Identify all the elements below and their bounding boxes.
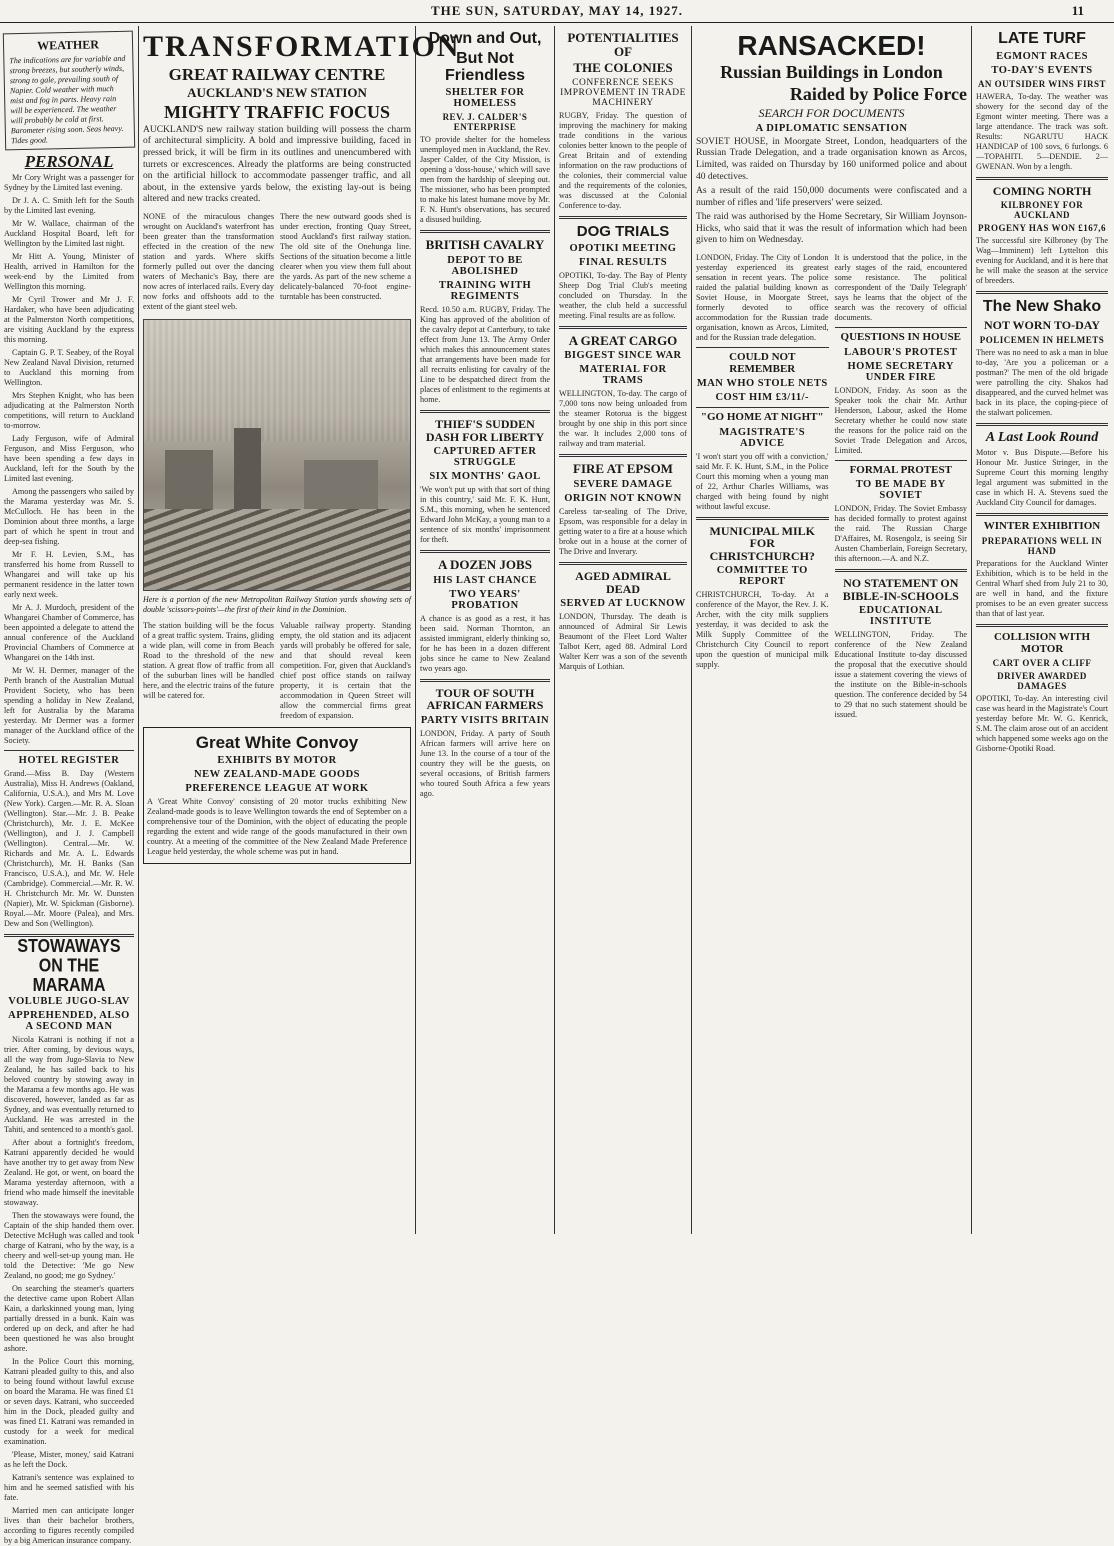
cavalry-sub1: DEPOT TO BE ABOLISHED [447,255,523,278]
column-2 [139,28,461,1233]
turf-sub2: TO-DAY'S EVENTS [991,64,1093,76]
stowaways-para: Then the stowaways were found, the Captain of the ship handed them over. Detective McHugh was called and took charge of Katrani, who by the way, is a cheery and well-set-up young man. He told the Detective: 'Me go New Zealand, no good; me go Sydney.' [4,1210,134,1280]
ransacked-headline: RANSACKED! [737,30,926,61]
stowaways-para: 'Please, Mister, money,' said Katrani as he left the Dock. [4,1449,134,1469]
turf-text: HAWERA, To-day. The weather was showery for the second day of the Egmont winter meeting. There was a large attendance. The track was soft. Results: NGARUTU HACK HANDICAP of 100 sovs, 6 furlongs. 6—TOPAHITI. 5—DENDIE. 2—GWENAN. Won by a length. [976,91,1108,171]
cargo-text: WELLINGTON, To-day. The cargo of 7,000 tons now being unloaded from the steamer Rotorua is the biggest brought by one ship in this port since the war. It includes 2,000 tons of railway and tram material. [559,389,687,449]
fire-heading: FIRE AT EPSOM [573,461,673,477]
turf-heading: LATE TURF [998,30,1086,47]
divider [4,750,134,751]
milk-heading: MUNICIPAL MILK FOR CHRISTCHURCH? [709,523,815,563]
transformation-body-columns [143,209,411,315]
divider [976,624,1108,627]
convoy-sub1: EXHIBITS BY MOTOR [217,754,337,766]
divider [559,454,687,457]
photo-sky [144,320,410,442]
stowaways-text [4,1035,134,1546]
north-heading: COMING NORTH [992,183,1092,198]
shelter-headline-2: But Not Friendless [444,49,526,84]
stowaways-para: Married men can anticipate longer lives than their bachelor brothers, according to figures recently compiled by a big American insurance company. [4,1505,134,1545]
admiral-sub: SERVED AT LUCKNOW [560,598,686,610]
stowaways-sub2: APPREHENDED, ALSO A SECOND MAN [8,1009,130,1032]
stowaways-para: Nicola Katrani is nothing if not a trier. After coming, by devious ways, all the way from Jugo-Slavia to New Zealand, he has sailed back to his beloved country by stowing away in the Marama a few months ago. He was discovered, however, landed as far as Sydney, and was eventually returned to Auckland. He was arrested in the Tahiti, and sentenced to a month's gaol. [4,1034,134,1134]
personal-item: Mrs Stephen Knight, who has been adjudicating at the Palmerston North competitions, will return to Auckland to-morrow. [4,391,134,431]
shelter-sub2: REV. J. CALDER'S ENTERPRISE [442,112,528,133]
formal-heading: FORMAL PROTEST [849,463,952,476]
milk-text: CHRISTCHURCH, To-day. At a conference of the Mayor, the Rev. J. K. Archer, with the city milk suppliers yesterday, it was decided to ask the Milk Supply Committee of the Christchurch City Council to report upon the question of municipal milk supply. [696,590,829,670]
collision-text: OPOTIKI, To-day. An interesting civil case was heard in the Magistrate's Court yesterday before Mr. W. G. Kenrick, S.M. The claim arose out of an accident which happened some weeks ago on the Gisborne-Opotiki Road. [976,694,1108,754]
divider [559,562,687,565]
bible-text: WELLINGTON, Friday. The conference of the New Zealand Educational Institute to-day discussed the proposal that the executive should issue a statement covering the views of the institute on the Bible-in-schools question. The conference decided by 54 to 29 that no such statement should be issued. [834,630,967,720]
personal-item: Mr W. Wallace, chairman of the Auckland Hospital Board, left for Wellington by the Limited last night. [4,219,134,249]
cargo-sub2: MATERIAL FOR TRAMS [579,364,667,387]
transformation-body-c: The station building will be the focus of a great traffic system. Trains, gliding a wide plan, will come in from Beach Road to the threshold of the new station. A great flow of traffic from all of the suburban lines will be handled here, and the electric trains of the future will be catered for. [143,621,274,701]
photo-caption: Here is a portion of the new Metropolitan Railway Station yards showing sets of double 'scissors-points'—the first of their kind in the Dominion. [143,594,411,614]
divider [976,513,1108,516]
formal-text: LONDON, Friday. The Soviet Embassy has decided formally to protest against the raid. The Russian Charge D'Affaires, M. Rosengolz, is seeing Sir Austen Chamberlain, Foreign Secretary, this afternoon.—A. and N.Z. [834,504,967,564]
winter-heading: WINTER EXHIBITION [983,520,1101,533]
admiral-text: LONDON, Thursday. The death is announced of Admiral Sir Lewis Beaumont of the Fleet Lord Walter Talbot Kerr, aged 88. Admiral Lord Walter Kerr was a son of the seventh Marquis of Lothian. [559,612,687,672]
winter-text: Preparations for the Auckland Winter Exhibition, which is to be held in the Central Wharf shed from July 21 to 30, are well in hand, and the fixture promises to be an even greater success than that of last year. [976,559,1108,619]
column-6 [972,28,1112,1233]
personal-item: Mr Cory Wright was a passenger for Sydney by the Limited last evening. [4,173,134,193]
divider [696,407,829,408]
colonies-sub: CONFERENCE SEEKS IMPROVEMENT IN TRADE MACHINERY [560,77,686,108]
ransacked-lead-2: As a result of the raid 150,000 documents were confiscated and a number of rifles and 'life preservers' were seized. [696,186,967,208]
lastlook-heading: A Last Look Round [985,429,1099,445]
bible-heading: NO STATEMENT ON BIBLE-IN-SCHOOLS [842,576,959,603]
transformation-sub2: AUCKLAND'S NEW STATION [187,85,367,101]
colonies-headline-1: POTENTIALITIES OF [567,30,679,59]
colonies-text: RUGBY, Friday. The question of improving the machinery for making trade conditions in the various colonies better known to the people of Great Britain and of extending information on the raw productions of the colonies, their commercial value and the requirements of the colonies, was discussed at the Colonial Conference to-day. [559,110,687,210]
hotel-text: Grand.—Miss B. Day (Western Australia), Miss H. Andrews (Oakland, California, U.S.A.), and Mrs M. Love (New York). Cargen.—Mr. R. A. Sloan (Wellington). Star.—Mr. J. B. Peake (Christchurch), Mr. J. E. McKee (Wellington), and J. J. Campbell (Wellington). Central.—Mr. W. Richards and Mr. A. L. Edwards (Christchurch), Mr. H. Banks (San Francisco, U.S.A.), and Mr. W. Hele (Cambridge). Commercial.—Mr. R. W. H. Christchurch Mr. Mr. W. Dunsten (Napier), Mr. W. Spickman (Gisborne). Royal.—Mr. Moore (Palea), and Mrs. Dew and Son (Wellington). [4,769,134,929]
dog-trials-sub1: OPOTIKI MEETING [569,242,677,254]
collision-sub1: CART OVER A CLIFF [992,658,1092,669]
divider [976,291,1108,294]
divider [559,326,687,329]
personal-item: Mr W. H. Dermer, manager of the Perth branch of the Australian Mutual Provident Society, who has been spending a holiday in New Zealand, left for Australia by the Marama yesterday. Mr Dermer was a former manager of the Auckland office of the Society. [4,666,134,746]
shelter-sub1: SHELTER FOR HOMELESS [445,87,525,110]
divider [976,177,1108,180]
north-sub: KILBRONEY FOR AUCKLAND [1000,200,1084,221]
stowaways-para: Katrani's sentence was explained to him and he seemed satisfied with his fate. [4,1472,134,1502]
remember-sub1: MAN WHO STOLE NETS [696,378,828,390]
photo-building [165,450,213,509]
bible-sub: EDUCATIONAL INSTITUTE [859,605,943,628]
tour-sub: PARTY VISITS BRITAIN [420,715,550,727]
gohome-text: 'I won't start you off with a conviction,' said Mr. F. K. Hunt, S.M., in the Police Court this morning when a young man of 22, Arthur Charles Williams, was charged with being found by night without lawful excuse. [696,451,829,511]
admiral-heading: AGED ADMIRAL DEAD [575,568,671,596]
thief-sub1: CAPTURED AFTER STRUGGLE [433,446,537,469]
cavalry-text: Recd. 10.50 a.m. RUGBY, Friday. The King has approved of the abolition of the cavalry depot at Canterbury, to take effect from June 13. The Army Order which makes this announcement states that arrangements have been made for all recruits enlisting for cavalry of the Line to be despatched direct from the places of enlistment to the regiments at home. [420,305,550,405]
dog-trials-sub2: FINAL RESULTS [578,256,668,268]
ransacked-sub3: SEARCH FOR DOCUMENTS [758,106,905,121]
weather-box [3,31,135,150]
personal-text [4,173,134,746]
remember-heading: COULD NOT REMEMBER [729,350,796,375]
column-4 [555,28,691,1233]
weather-text: The indications are for variable and strong breezes, but southerly winds, strong to gale, prevailing south of Napier. Cold weather with much mist and fog in parts. Heavy rain will be experienced. The weather will probably be cold at first. Barometer rising soon. Seas heavy. Tides good. [9,53,126,145]
dozen-sub2: TWO YEARS' PROBATION [449,588,521,611]
collision-sub2: DRIVER AWARDED DAMAGES [997,671,1087,692]
divider [696,517,829,520]
fire-sub1: SEVERE DAMAGE [573,478,673,490]
convoy-heading: Great White Convoy [195,733,359,753]
questions-sub1: LABOUR'S PROTEST [844,346,958,358]
ransacked-right-column [835,250,968,723]
cargo-sub1: BIGGEST SINCE WAR [564,350,682,362]
questions-sub2: HOME SECRETARY UNDER FIRE [847,360,954,383]
winter-sub: PREPARATIONS WELL IN HAND [981,536,1103,557]
shako-heading: The New Shako [982,298,1102,316]
questions-text: LONDON, Friday. As soon as the Speaker took the chair Mr. Arthur Henderson, Labour, asked the Home Secretary whether he could now state the reasons for the police raid on the Soviet Trade Delegation and Arcos, Limited. [834,385,967,455]
north-text: The successful sire Kilbroney (by The Wag—Imminent) left Lyttelton this evening for Auckland, and it is here that he will make the season at the service of breeders. [976,236,1108,286]
cavalry-heading: BRITISH CAVALRY [425,237,545,253]
convoy-sub3: PREFERENCE LEAGUE AT WORK [185,782,369,794]
tour-text: LONDON, Friday. A party of South African farmers will arrive here on June 13. In the course of a tour of the country they will be the guests, on several occasions, of British farmers who toured South Africa a few years ago. [420,729,550,799]
stowaways-heading: STOWAWAYS ON THE MARAMA [17,937,121,996]
remember-sub2: COST HIM £3/11/- [715,392,810,404]
personal-item: Dr J. A. C. Smith left for the South by the Limited last evening. [4,196,134,216]
personal-item: Mr A. J. Murdoch, president of the Whangarei Chamber of Commerce, has been appointed a delegate to attend the annual conference of the Auckland Provincial Chambers of Commerce at Whangarei on the 14th inst. [4,603,134,663]
milk-sub: COMMITTEE TO REPORT [716,565,808,588]
divider [976,423,1108,426]
transformation-body-d: Valuable railway property. Standing empty, the old station and its adjacent yards will probably be offered for sale, and that should reveal keen competition. For, given that Auckland's chief post office stands on railway property, it is certain that the accommodation in Queen Street will allow the commercial firms great freedom of expansion. [280,621,411,721]
stowaways-para: In the Police Court this morning, Katrani pleaded guilty to this, and also to being found without lawful excuse on board the Marama. He was fined £1 or seven days. Katrani, who succeeded him in the Dock, pleaded guilty and was fined £1. Katrani was remanded in custody for a week for medical examination. [4,1356,134,1446]
shako-text: There was no need to ask a man in blue to-day, 'Are you a policeman or a postman?' The men of the old brigade were patrolling the city. Shakos had disappeared, and the curved helmet was back in its place, the coping-piece of the stalwart policemen. [976,347,1108,417]
dog-trials-heading: DOG TRIALS [576,222,670,240]
transformation-headline: TRANSFORMATION [143,30,461,63]
personal-item: Lady Ferguson, wife of Admiral Ferguson, and Miss Ferguson, who have been spending a few days in Auckland, left for the South by the Limited last evening. [4,434,134,484]
ransacked-columns [696,250,967,723]
hotel-heading: HOTEL REGISTER [18,755,120,767]
ransacked-left-column [696,250,829,723]
turf-sub1: EGMONT RACES [996,50,1088,62]
ransacked-lead: SOVIET HOUSE, in Moorgate Street, London, headquarters of the Russian Trade Delegation, and a trade organisation known as Arcos, Limited, was raided on Thursday by 160 uniformed police and about 40 detectives. [696,136,967,182]
questions-heading: QUESTIONS IN HOUSE [840,330,961,343]
colonies-headline-2: THE COLONIES [573,60,673,76]
personal-item: Mr Hitt A. Young, Minister of Health, arrived in Hamilton for the week-end by the Limited from Wellington this morning. [4,252,134,292]
fire-sub2: ORIGIN NOT KNOWN [564,492,682,504]
ransacked-lead-3: The raid was authorised by the Home Secretary, Sir William Joynson-Hicks, who said that it was the result of information which had been given to him on Wednesday. [696,212,967,246]
dozen-heading: A DOZEN JOBS [438,557,532,573]
gohome-heading: "GO HOME AT NIGHT" [700,411,824,424]
gohome-sub: MAGISTRATE'S ADVICE [719,426,806,449]
ransacked-sub1: Russian Buildings in London [720,62,943,83]
transformation-body-a: NONE of the miraculous changes wrought on Auckland's waterfront has been greater than the transformation effected in the creation of the new station and yards. Where skiffs formerly pulled out over the dancing waters of Mechanic's Bay, there are now acres of interlaced rails. Every day now forks and offshoots add to the extent of the giant steel web. [143,211,274,311]
railway-yard-photo [143,319,411,591]
personal-item: Captain G. P. T. Seabey, of the Royal New Zealand Naval Division, returned to Auckland this morning from Wellington. [4,348,134,388]
divider [835,327,968,328]
lastlook-text: Motor v. Bus Dispute.—Before his Honour Mr. Justice Stringer, in the Supreme Court this morning lengthy legal argument was submitted in the case in which H. A. Stevens sued the Auckland City Council for damages. [976,448,1108,508]
shako-sub1: NOT WORN TO-DAY [983,318,1101,333]
transformation-sub3: MIGHTY TRAFFIC FOCUS [163,101,390,122]
tour-heading: TOUR OF SOUTH AFRICAN FARMERS [426,685,544,713]
column-1 [0,28,138,1545]
thief-heading: THIEF'S SUDDEN DASH FOR LIBERTY [425,417,545,444]
thief-sub2: SIX MONTHS' GAOL [429,471,541,483]
photo-building [304,460,378,509]
ransacked-sub2: Raided by Police Force [789,84,967,105]
divider [420,550,550,553]
convoy-text: A 'Great White Convoy' consisting of 20 motor trucks exhibiting New Zealand-made goods is to leave Wellington towards the end of September on a comprehensive tour of the Dominion, with the object of educating the people regarding the extent and wide range of the goods manufactured in their own country. At a meeting of the committee of the New Zealand Made Preference League held yesterday, the whole scheme was put in hand. [147,796,407,856]
transformation-lead: AUCKLAND'S new railway station building will possess the charm of architectural simplicity. A bold and impressive building, faced in pressed brick, it will be firm in its outlines and unencumbered with turrets or excrescences. Already the platforms are being constructed on the artificial hillock to accommodate passenger traffic, and all about, in the extensive yards below, the existing lay-out is being altered and new tracks created. [143,124,411,205]
weather-heading: WEATHER [37,37,100,53]
dozen-sub1: HIS LAST CHANCE [433,574,537,586]
stowaways-para: On searching the steamer's quarters the detective came upon Robert Allan Kain, a darkskinned young man, lying partially dressed in a bunk. Kain was ordered up on deck, and after he had been questioned he was also brought ashore. [4,1283,134,1353]
dozen-text: A chance is as good as a rest, it has been said. Norman Thornton, an assisted immigrant, elderly thinking so, for he has been in a dozen different jobs since he came to New Zealand two years ago. [420,613,550,673]
divider [420,230,550,233]
stowaways-para: After about a fortnight's freedom, Katrani apparently decided he would have another try to get away from New Zealand. He got, or went, on board the Marama yesterday afternoon, with a friend who made himself the inevitable stowaway. [4,1137,134,1207]
personal-item: Mr Cyril Trower and Mr J. F. Hardaker, who have been adjudicating at the Palmerston North competitions, are visiting Auckland by the express this morning. [4,295,134,345]
transformation-body-b: There the new outward goods shed is under erection, fronting Quay Street, stood Auckland's first railway station. The old site of the Onehunga line. Sections of the situation become a little clearer when you view them full about the yards. As part of the new scheme a delicately-balanced 70-foot engine-turntable has been constructed. [280,211,411,301]
divider [420,410,550,413]
ransacked-body-a: LONDON, Friday. The City of London yesterday experienced its greatest sensation in recent years. The police raided the palatial building known as Soviet House, in Moorgate Street, formerly devoted to office accommodation for the Russian trade organisation, known as Arcos, Limited, and for the Russian trade delegation. [696,252,829,342]
fire-text: Careless tar-sealing of The Drive, Epsom, was responsible for a delay in getting water to a fire at a house which broke out in a house at the corner of The Drive and Inverary. [559,506,687,556]
photo-building [234,428,261,509]
shelter-headline-1: Down and Out, [428,30,542,47]
personal-item: Among the passengers who sailed by the Marama yesterday was Mr. S. McCulloch. He has been in the Dominion about three months, a large part of which he spent in trout and deep-sea fishing. [4,487,134,547]
masthead [0,0,1114,23]
transformation-body-columns-2 [143,618,411,724]
transformation-sub1: GREAT RAILWAY CENTRE [168,64,386,84]
masthead-title: THE SUN, SATURDAY, MAY 14, 1927. [431,3,683,18]
shako-sub2: POLICEMEN IN HELMETS [979,334,1105,345]
collision-heading: COLLISION WITH MOTOR [993,631,1091,655]
personal-heading: PERSONAL [24,151,114,171]
divider [835,569,968,572]
convoy-sub2: NEW ZEALAND-MADE GOODS [194,768,360,780]
divider [696,347,829,348]
cargo-heading: A GREAT CARGO [568,332,678,348]
turf-sub3: AN OUTSIDER WINS FIRST [977,78,1107,89]
north-sub2: PROGENY HAS WON £167,6 [977,223,1106,234]
divider [420,679,550,682]
ransacked-body-b: It is understood that the police, in the early stages of the raid, encountered some resistance. The political correspondent of the 'Daily Telegraph' says he learns that the object of the search was the recovery of official documents. [834,252,967,322]
photo-tracks [144,509,410,590]
shelter-text: TO provide shelter for the homeless unemployed men in Auckland, the Rev. Jasper Calder, of the City Mission, is opening a 'doss-house,' which will save men from the hardship of sleeping out. The missioner, who has been prompted to make his latest humane move by Mr. F. N. Hunt's observations, has secured a disused building. [420,135,550,225]
divider [835,460,968,461]
formal-sub: TO BE MADE BY SOVIET [855,479,946,502]
ransacked-sub4: A DIPLOMATIC SENSATION [755,122,908,134]
column-5 [692,28,971,1233]
cavalry-sub2: TRAINING WITH REGIMENTS [438,280,532,303]
thief-text: 'We won't put up with that sort of thing in this country,' said Mr. F. K. Hunt, S.M., this morning, when he sentenced Edward John McKay, a young man to a sentence of six months' imprisonment for theft. [420,485,550,545]
divider [559,216,687,219]
personal-item: Mr F. H. Levien, S.M., has transferred his home from Russell to Whangarei and will take up his permanent residence in the latter town early next week. [4,550,134,600]
page-number: 11 [1071,3,1084,18]
dog-trials-text: OPOTIKI, To-day. The Bay of Plenty Sheep Dog Trial Club's meeting concluded on Thursday. In the weather, the club held a successful meeting. Final results are as follow. [559,270,687,320]
stowaways-sub1: VOLUBLE JUGO-SLAV [8,995,130,1007]
column-3 [416,28,554,1233]
convoy-article [143,727,411,864]
